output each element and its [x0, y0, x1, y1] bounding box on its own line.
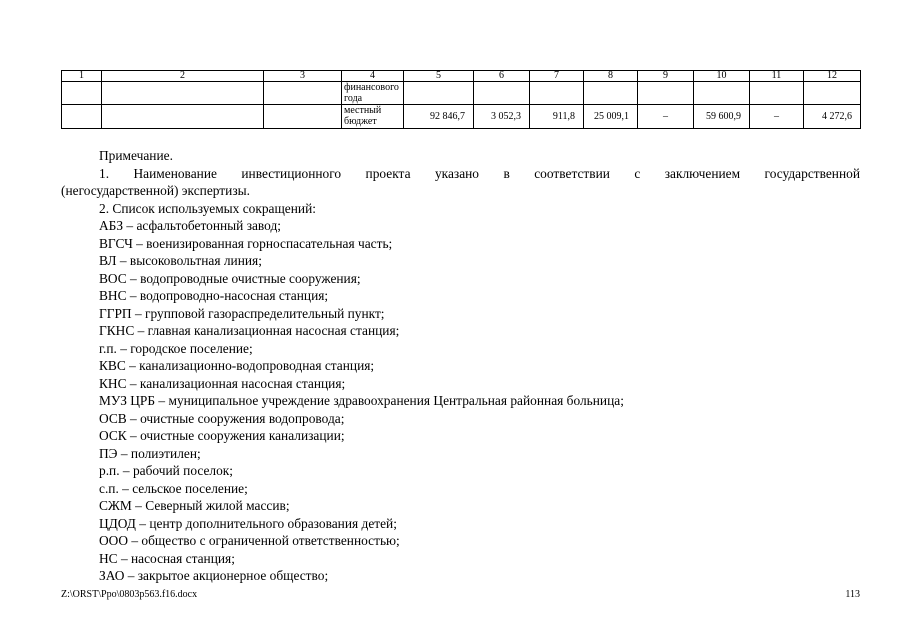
- column-number: 8: [584, 71, 638, 82]
- column-number: 5: [404, 71, 474, 82]
- abbreviation-item: ГКНС – главная канализационная насосная станция;: [99, 323, 400, 338]
- table-cell: [264, 105, 342, 129]
- notes-section: [61, 147, 860, 585]
- column-number: 1: [62, 71, 102, 82]
- file-path: Z:\ORST\Ppo\0803p563.f16.docx: [61, 589, 198, 600]
- data-table: [61, 70, 861, 129]
- abbreviation-list: [61, 217, 860, 585]
- abbreviation-item: ВЛ – высоковольтная линия;: [99, 253, 262, 268]
- table-cell: [584, 82, 638, 105]
- column-number: 9: [638, 71, 694, 82]
- table-cell: [102, 105, 264, 129]
- value-cell: 92 846,7: [404, 105, 474, 129]
- value-cell: 4 272,6: [804, 105, 861, 129]
- abbreviation-item: ООО – общество с ограниченной ответственностью;: [99, 533, 400, 548]
- column-number: 10: [694, 71, 750, 82]
- abbreviation-item: КВС – канализационно-водопроводная станция;: [99, 358, 375, 373]
- table-row: [62, 105, 861, 129]
- abbreviation-item: СЖМ – Северный жилой массив;: [99, 498, 290, 513]
- page-number: 113: [845, 589, 860, 600]
- funding-period-cell: финансового года: [342, 82, 404, 105]
- abbreviation-item: ЦДОД – центр дополнительного образования детей;: [99, 515, 397, 531]
- table-cell: [404, 82, 474, 105]
- table-header-row: [62, 71, 861, 82]
- abbreviation-item: ОСВ – очистные сооружения водопровода;: [99, 410, 345, 426]
- column-number: 11: [750, 71, 804, 82]
- column-number: 4: [342, 71, 404, 82]
- value-cell: 25 009,1: [584, 105, 638, 129]
- column-number: 3: [264, 71, 342, 82]
- abbreviation-item: НС – насосная станция;: [99, 550, 235, 566]
- table-cell: [264, 82, 342, 105]
- abbreviation-item: с.п. – сельское поселение;: [99, 480, 248, 496]
- abbreviation-item: ОСК – очистные сооружения канализации;: [99, 428, 345, 443]
- value-cell: 3 052,3: [474, 105, 530, 129]
- table-cell: [530, 82, 584, 105]
- value-cell: –: [638, 105, 694, 129]
- column-number: 12: [804, 71, 861, 82]
- budget-source-cell: местный бюджет: [342, 105, 404, 129]
- table-cell: [804, 82, 861, 105]
- table-cell: [474, 82, 530, 105]
- table-cell: [694, 82, 750, 105]
- table-row: [62, 82, 861, 105]
- abbreviation-item: ЗАО – закрытое акционерное общество;: [99, 568, 329, 583]
- value-cell: 59 600,9: [694, 105, 750, 129]
- note-item-1-continuation: (негосударственной) экспертизы.: [61, 183, 250, 198]
- abbreviation-item: ВОС – водопроводные очистные сооружения;: [99, 270, 361, 286]
- notes-title: Примечание.: [99, 148, 173, 163]
- abbreviation-item: ВНС – водопроводно-насосная станция;: [99, 288, 329, 303]
- abbreviation-item: ГГРП – групповой газораспределительный пункт;: [99, 305, 385, 321]
- abbreviation-item: КНС – канализационная насосная станция;: [99, 375, 346, 391]
- value-cell: –: [750, 105, 804, 129]
- column-number: 6: [474, 71, 530, 82]
- column-number: 2: [102, 71, 264, 82]
- column-number: 7: [530, 71, 584, 82]
- table-cell: [638, 82, 694, 105]
- note-item-1: 1. Наименование инвестиционного проекта указано в соответствии с заключением государственной: [99, 165, 860, 181]
- value-cell: 911,8: [530, 105, 584, 129]
- table-cell: [750, 82, 804, 105]
- table-cell: [62, 82, 102, 105]
- abbreviation-item: МУЗ ЦРБ – муниципальное учреждение здравоохранения Центральная районная больница;: [99, 393, 624, 408]
- table-cell: [62, 105, 102, 129]
- table-cell: [102, 82, 264, 105]
- abbreviation-item: ВГСЧ – военизированная горноспасательная часть;: [99, 235, 393, 251]
- abbreviation-item: г.п. – городское поселение;: [99, 340, 253, 356]
- note-item-2: 2. Список используемых сокращений:: [99, 200, 316, 216]
- abbreviation-item: ПЭ – полиэтилен;: [99, 445, 201, 461]
- abbreviation-item: АБЗ – асфальтобетонный завод;: [99, 218, 281, 233]
- abbreviation-item: р.п. – рабочий поселок;: [99, 463, 234, 478]
